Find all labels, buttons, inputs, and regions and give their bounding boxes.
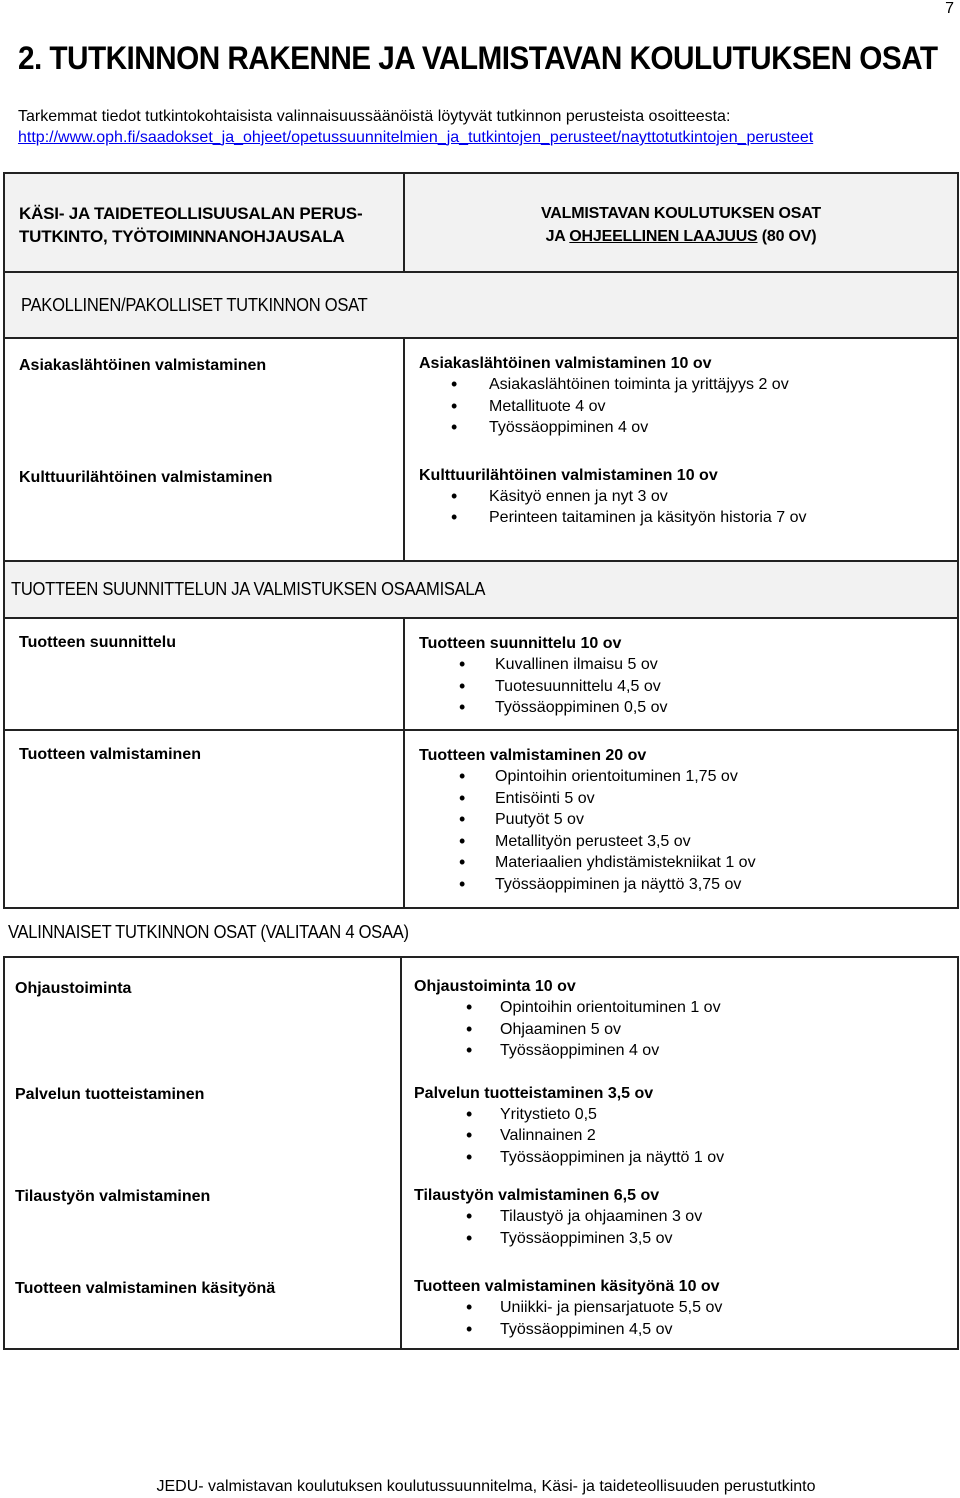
optional-part-items (414, 1104, 957, 1169)
list-item: • Kuvallinen ilmaisu 5 ov (419, 654, 957, 676)
optional-part-name: Tilaustyön valmistaminen (15, 1188, 211, 1205)
optional-part-name: Tuotteen valmistaminen käsityönä (15, 1280, 276, 1297)
specialization-part-title: Tuotteen valmistaminen 20 ov (419, 747, 647, 764)
list-item: • Työssäoppiminen ja näyttö 1 ov (414, 1147, 957, 1169)
optional-part-title: Palvelun tuotteistaminen 3,5 ov (414, 1084, 654, 1102)
intro-line: Tarkemmat tiedot tutkintokohtaisista valinnaisuussäänöistä löytyvät tutkinnon perusteista osoitteesta: (18, 108, 731, 125)
training-parts-line-1: VALMISTAVAN KOULUTUKSEN OSAT (540, 205, 822, 222)
list-item: • Työssäoppiminen 3,5 ov (414, 1228, 957, 1250)
optional-left-cell (4, 957, 401, 1349)
optional-part-items (414, 1297, 957, 1340)
header-ov: (80 OV) (757, 228, 817, 245)
mandatory-part-title: Kulttuurilähtöinen valmistaminen 10 ov (419, 466, 718, 484)
list-item: • Työssäoppiminen 4 ov (414, 1040, 957, 1062)
page-heading: 2. TUTKINNON RAKENNE JA VALMISTAVAN KOULUTUKSEN OSAT (18, 40, 938, 76)
list-item: • Puutyöt 5 ov (419, 809, 957, 831)
page-number: 7 (945, 0, 954, 17)
mandatory-part-name: Asiakaslähtöinen valmistaminen (19, 357, 267, 374)
mandatory-part-items (419, 374, 957, 439)
list-item: • Entisöinti 5 ov (419, 788, 957, 810)
optional-part-title: Tuotteen valmistaminen käsityönä 10 ov (414, 1278, 720, 1295)
perusteet-link[interactable]: http://www.oph.fi/saadokset_ja_ohjeet/opetussuunnitelmien_ja_tutkintojen_perusteet/nayttotutkintojen_perusteet (18, 129, 814, 146)
optional-part-title: Tilaustyön valmistaminen 6,5 ov (414, 1187, 660, 1204)
training-parts-line-2 (405, 225, 957, 248)
optional-part-items (414, 1206, 957, 1249)
list-item: • Työssäoppiminen ja näyttö 3,75 ov (419, 874, 957, 896)
list-item: • Työssäoppiminen 0,5 ov (419, 697, 957, 719)
list-item: • Metallityön perusteet 3,5 ov (419, 831, 957, 853)
page-footer: JEDU- valmistavan koulutuksen koulutussuunnitelma, Käsi- ja taideteollisuuden perustutkinto (156, 1478, 816, 1495)
mandatory-right-cell (404, 338, 958, 561)
structure-table (3, 172, 959, 909)
list-item: • Yritystieto 0,5 (414, 1104, 957, 1126)
list-item: • Uniikki- ja piensarjatuote 5,5 ov (414, 1297, 957, 1319)
optional-part-items (414, 997, 957, 1062)
mandatory-part-items (419, 486, 957, 529)
mandatory-part-title: Asiakaslähtöinen valmistaminen 10 ov (419, 355, 712, 372)
specialization-part-title: Tuotteen suunnittelu 10 ov (419, 635, 622, 652)
header-ja: JA (545, 228, 570, 245)
optional-right-cell (401, 957, 958, 1349)
specialization-part-items (419, 654, 957, 719)
training-parts-header (404, 173, 958, 272)
list-item: • Opintoihin orientoituminen 1 ov (414, 997, 957, 1019)
list-item: • Metallituote 4 ov (419, 396, 957, 418)
list-item: • Asiakaslähtöinen toiminta ja yrittäjyys 2 ov (419, 374, 957, 396)
qualification-line-1: KÄSI- JA TAIDETEOLLISUUSALAN PERUS- (19, 204, 363, 223)
list-item: • Opintoihin orientoituminen 1,75 ov (419, 766, 957, 788)
list-item: • Käsityö ennen ja nyt 3 ov (419, 486, 957, 508)
header-ohjeellinen-laajuus: OHJEELLINEN LAAJUUS (569, 228, 758, 245)
specialization-part-name: Tuotteen suunnittelu (19, 634, 177, 651)
specialization-part-items (419, 766, 957, 895)
list-item: • Perinteen taitaminen ja käsityön historia 7 ov (419, 507, 957, 529)
list-item: • Työssäoppiminen 4 ov (419, 417, 957, 439)
section-mandatory-title: PAKOLLINEN/PAKOLLISET TUTKINNON OSAT (4, 272, 958, 338)
list-item: • Tuotesuunnittelu 4,5 ov (419, 676, 957, 698)
specialization-left-cell (4, 730, 404, 908)
list-item: • Tilaustyö ja ohjaaminen 3 ov (414, 1206, 957, 1228)
optional-part-title: Ohjaustoiminta 10 ov (414, 978, 576, 995)
qualification-header (4, 173, 404, 272)
list-item: • Materiaalien yhdistämistekniikat 1 ov (419, 852, 957, 874)
mandatory-part-name: Kulttuurilähtöinen valmistaminen (19, 469, 273, 486)
specialization-left-cell (4, 618, 404, 730)
intro-text (18, 106, 813, 148)
section-optional-title: VALINNAISET TUTKINNON OSAT (VALITAAN 4 OSAA) (8, 922, 409, 942)
specialization-part-name: Tuotteen valmistaminen (19, 746, 201, 763)
optional-part-name: Ohjaustoiminta (15, 980, 132, 997)
optional-part-name: Palvelun tuotteistaminen (15, 1086, 205, 1103)
optional-parts-table (3, 956, 959, 1350)
list-item: • Työssäoppiminen 4,5 ov (414, 1319, 957, 1341)
specialization-right-cell (404, 618, 958, 730)
list-item: • Valinnainen 2 (414, 1125, 957, 1147)
qualification-line-2: TUTKINTO, TYÖTOIMINNANOHJAUSALA (19, 227, 345, 246)
list-item: • Ohjaaminen 5 ov (414, 1019, 957, 1041)
section-specialization-title: TUOTTEEN SUUNNITTELUN JA VALMISTUKSEN OSAAMISALA (4, 561, 958, 618)
mandatory-left-cell (4, 338, 404, 561)
specialization-right-cell (404, 730, 958, 908)
